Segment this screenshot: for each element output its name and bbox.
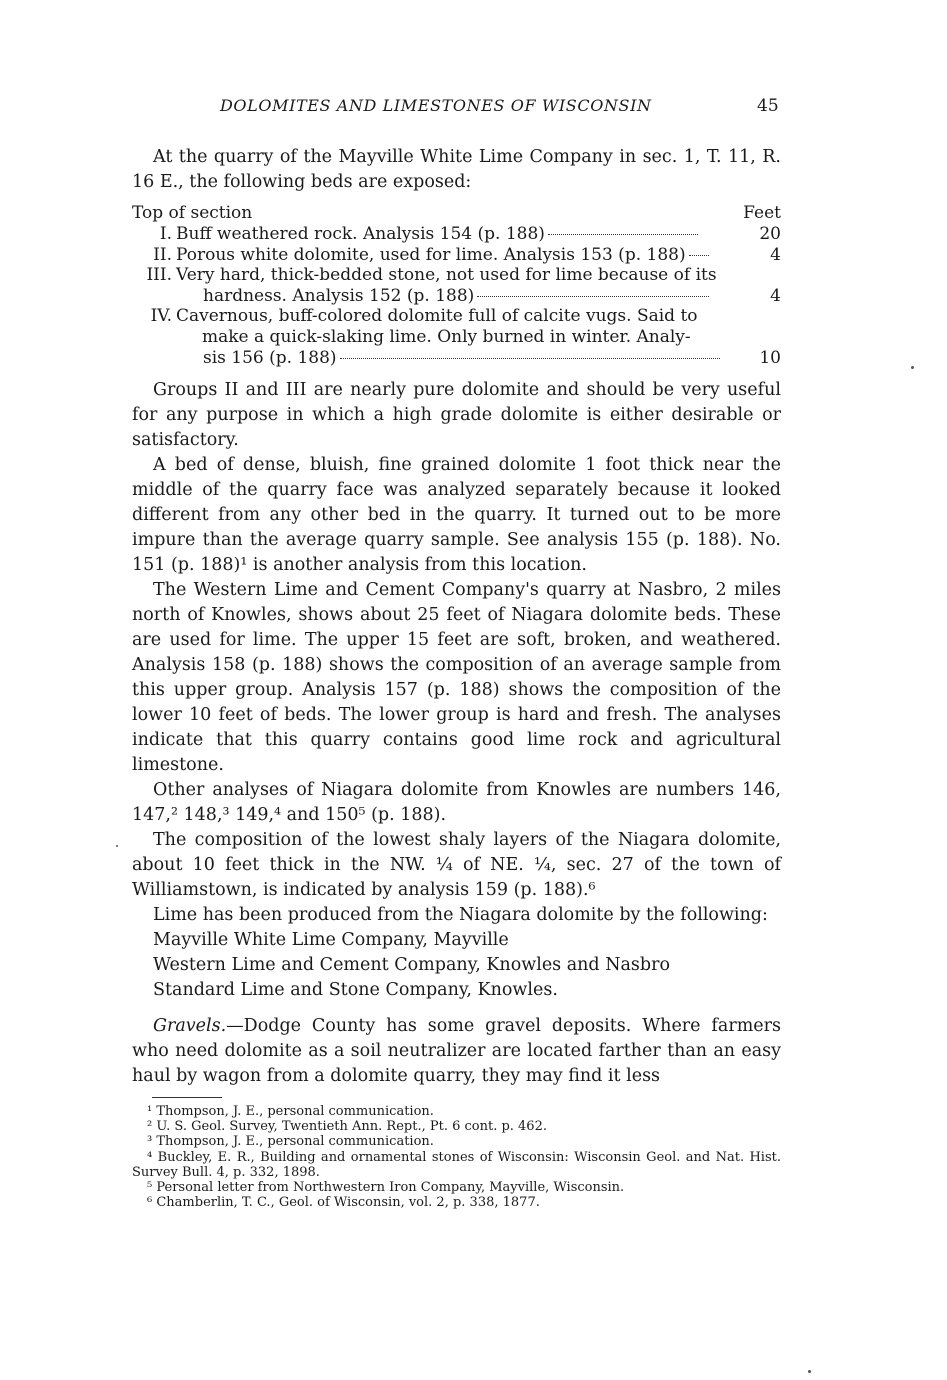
bed-row [132, 224, 781, 245]
bed-numeral: II. [153, 244, 172, 265]
bed-thickness: 4 [770, 285, 781, 306]
section-header-row [132, 203, 781, 224]
bed-description: Cavernous, buff-colored dolomite full of calcite vugs. Said to [176, 306, 698, 327]
bed-row [132, 306, 781, 368]
paper-speck [911, 366, 914, 369]
paper-speck [116, 845, 118, 847]
bed-thickness: 4 [770, 244, 781, 265]
bed-description: Porous white dolomite, used for lime. Analysis 153 (p. 188) [176, 244, 686, 265]
footnote: ¹ Thompson, J. E., personal communication. [147, 1104, 434, 1119]
footnote: ² U. S. Geol. Survey, Twentieth Ann. Rept., Pt. 6 cont. p. 462. [147, 1119, 547, 1135]
bed-numeral: IV. [150, 306, 172, 327]
bed-thickness: 10 [759, 347, 781, 368]
stratigraphic-section [132, 203, 781, 368]
section-feet-label: Feet [743, 203, 781, 223]
footnote: ⁶ Chamberlin, T. C., Geol. of Wisconsin, vol. 2, p. 338, 1877. [147, 1195, 540, 1211]
paragraph: Groups II and III are nearly pure dolomite and should be very useful for any purpose in which a high grade dolomite is either desirable or satisfactory. [132, 380, 781, 450]
footnote-divider [152, 1097, 222, 1098]
main-text [132, 378, 781, 1004]
intro-paragraph-block [132, 145, 781, 195]
bed-description-continued: sis 156 (p. 188) [203, 347, 337, 368]
gravels-text: —Dodge County has some gravel deposits. Where farmers who need dolomite as a soil neutralizer are located farther than an easy haul by wagon from a dolomite quarry, they may find it less [132, 1016, 781, 1086]
footnote: ⁵ Personal letter from Northwestern Iron Company, Mayville, Wisconsin. [147, 1180, 625, 1196]
gravels-section [132, 1014, 781, 1089]
paragraph: Other analyses of Niagara dolomite from Knowles are numbers 146, 147,² 148,³ 149,⁴ and 150⁵ (p. 188). [132, 780, 781, 825]
page-header [0, 96, 947, 120]
bed-numeral: III. [146, 265, 172, 286]
bed-row [132, 265, 781, 306]
running-title: DOLOMITES AND LIMESTONES OF WISCONSIN [220, 96, 652, 115]
footnotes [132, 1104, 781, 1210]
producer-item: Western Lime and Cement Company, Knowles and Nasbro [153, 955, 671, 976]
bed-description-continued: hardness. Analysis 152 (p. 188) [203, 285, 475, 306]
bed-description-continued: make a quick-slaking lime. Only burned in winter. Analy- [202, 326, 691, 347]
intro-paragraph: At the quarry of the Mayville White Lime Company in sec. 1, T. 11, R. 16 E., the following beds are exposed: [132, 147, 781, 192]
producer-list [132, 928, 781, 1004]
gravels-heading: Gravels. [153, 1016, 227, 1036]
producer-item: Mayville White Lime Company, Mayville [153, 930, 509, 950]
bed-numeral: I. [159, 224, 172, 244]
paragraph: The composition of the lowest shaly layers of the Niagara dolomite, about 10 feet thick in the NW. ¼ of NE. ¼, sec. 27 of the town of Williamstown, is indicated by analysis 159 (p. 188).⁶ [132, 830, 781, 900]
paragraph: The Western Lime and Cement Company's quarry at Nasbro, 2 miles north of Knowles, shows about 25 feet of Niagara dolomite beds. These are used for lime. The upper 15 feet are soft, broken, and weathered. Analysis 158 (p. 188) shows the composition of an average sample from this upper group. Analysis 157 (p. 188) shows the composition of the lower 10 feet of beds. The lower group is hard and fresh. The analyses indicate that this quarry contains good lime rock and agricultural limestone. [132, 580, 781, 775]
bed-thickness: 20 [759, 224, 781, 244]
bed-description: Buff weathered rock. Analysis 154 (p. 188) [176, 224, 545, 244]
producer-item: Standard Lime and Stone Company, Knowles. [153, 980, 558, 1001]
page-number: 45 [757, 96, 779, 116]
footnote: ⁴ Buckley, E. R., Building and ornamental stones of Wisconsin: Wisconsin Geol. and Nat. Hist. Survey Bull. 4, p. 332, 1898. [132, 1149, 781, 1180]
footnote: ³ Thompson, J. E., personal communication. [147, 1134, 434, 1150]
bed-row [132, 245, 781, 266]
section-top-label: Top of section [132, 203, 253, 223]
bed-description: Very hard, thick-bedded stone, not used for lime because of its [176, 265, 717, 286]
paper-speck [808, 1370, 811, 1373]
paragraph: A bed of dense, bluish, fine grained dolomite 1 foot thick near the middle of the quarry face was analyzed separately because it looked different from any other bed in the quarry. It turned out to be more impure than the average quarry sample. See analysis 155 (p. 188). No. 151 (p. 188)¹ is another analysis from this location. [132, 455, 781, 575]
paragraph: Lime has been produced from the Niagara dolomite by the following: [153, 905, 768, 925]
